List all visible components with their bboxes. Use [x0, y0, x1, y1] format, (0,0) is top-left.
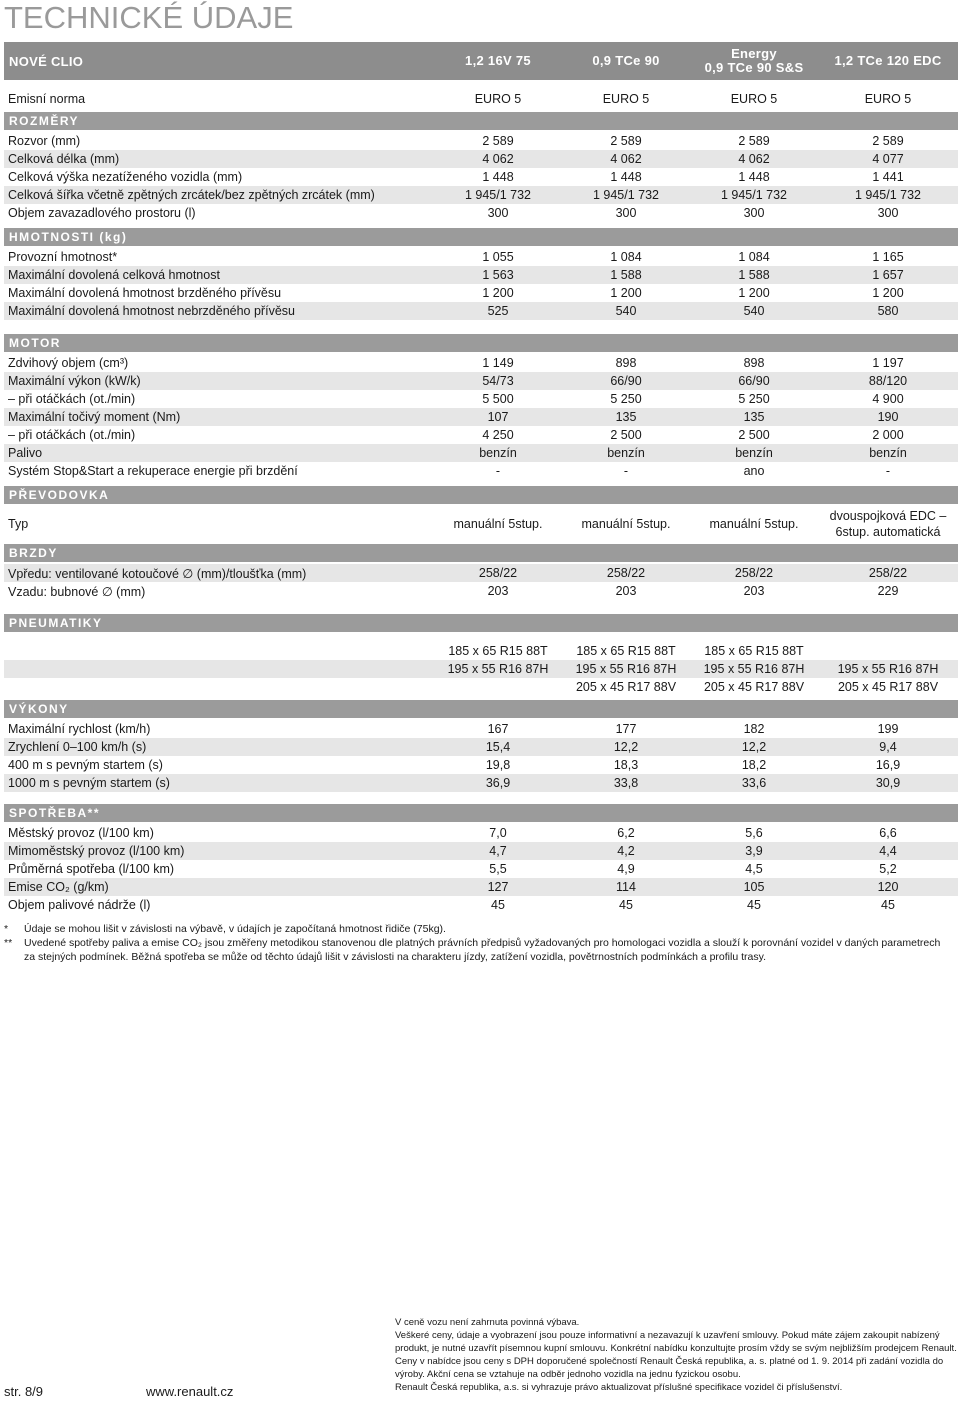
- cell: 18,3: [613, 758, 639, 772]
- table-row: [4, 774, 958, 792]
- cell: 195 x 55 R16 87H: [703, 662, 805, 676]
- cell: 2 589: [872, 134, 904, 148]
- footnotes: [4, 922, 954, 964]
- cell: 12,2: [613, 740, 639, 754]
- cell: 205 x 45 R17 88V: [575, 680, 677, 694]
- cell: 4 062: [482, 152, 514, 166]
- table-row: [4, 756, 958, 774]
- section-header-pneumatiky: PNEUMATIKY: [4, 614, 958, 632]
- table-row: [4, 90, 958, 108]
- cell: 16,9: [875, 758, 901, 772]
- column-header: 0,9 TCe 90: [592, 53, 660, 68]
- cell: 1 200: [482, 286, 514, 300]
- cell: 203: [487, 584, 509, 598]
- cell: 1 084: [610, 250, 642, 264]
- cell: 1 945/1 732: [854, 188, 922, 202]
- row-label: 1000 m s pevným startem (s): [8, 776, 170, 790]
- table-row: [4, 720, 958, 738]
- cell: 1 588: [610, 268, 642, 282]
- cell: 203: [743, 584, 765, 598]
- row-label: Maximální dovolená hmotnost brzděného přívěsu: [8, 286, 282, 300]
- row-label: Rozvor (mm): [8, 134, 81, 148]
- page-title: TECHNICKÉ ÚDAJE: [4, 0, 294, 35]
- column-header-line: Energy: [731, 46, 777, 61]
- cell: 205 x 45 R17 88V: [703, 680, 805, 694]
- row-label: Městský provoz (l/100 km): [8, 826, 154, 840]
- table-row: [4, 842, 958, 860]
- table-row: [4, 462, 958, 480]
- row-label: Vzadu: bubnové ∅ (mm): [8, 584, 146, 599]
- cell: 4,5: [745, 862, 763, 876]
- cell: benzín: [479, 446, 517, 460]
- table-row: [4, 878, 958, 896]
- cell: 54/73: [482, 374, 514, 388]
- cell: 258/22: [478, 566, 518, 580]
- table-row: [4, 284, 958, 302]
- table-row: [4, 266, 958, 284]
- table-row: [4, 564, 958, 582]
- table-row: [4, 444, 958, 462]
- cell: 2 589: [738, 134, 770, 148]
- cell: 19,8: [485, 758, 511, 772]
- table-row: [4, 678, 958, 696]
- cell: 4,2: [617, 844, 635, 858]
- spec-table: [4, 42, 958, 914]
- cell: 45: [491, 898, 505, 912]
- cell: 195 x 55 R16 87H: [447, 662, 549, 676]
- column-header: 1,2 TCe 120 EDC: [834, 53, 942, 68]
- table-row: [4, 150, 958, 168]
- cell: 1 588: [738, 268, 770, 282]
- cell: 300: [877, 206, 899, 220]
- cell: 229: [877, 584, 899, 598]
- row-label: Emisní norma: [8, 92, 86, 106]
- cell: 15,4: [485, 740, 511, 754]
- legal-line: V ceně vozu není zahrnuta povinná výbava.: [395, 1317, 580, 1328]
- cell: 88/120: [868, 374, 908, 388]
- footnote-text: Uvedené spotřeby paliva a emise CO₂ jsou změřeny metodikou stanovenou dle platných právních předpisů vyžadovaných pro homologaci vozidla a slouží k porovnání vozidel v daných parametrech za stejných podmínek. Běžná spotřeba se může od těchto údajů lišit v závislosti na charakteru jízdy, zatížení vozidla, povětrnostních podmínkách a profilu trasy.: [24, 937, 941, 963]
- cell: 4 077: [872, 152, 904, 166]
- cell: 2 500: [610, 428, 642, 442]
- cell: 2 589: [610, 134, 642, 148]
- table-row: [4, 132, 958, 150]
- sections-container: [4, 112, 958, 914]
- cell: 1 945/1 732: [464, 188, 532, 202]
- row-label: 400 m s pevným startem (s): [8, 758, 163, 772]
- cell: 199: [877, 722, 899, 736]
- table-header: [4, 42, 958, 80]
- table-row: [4, 582, 958, 600]
- cell: 300: [487, 206, 509, 220]
- cell: 2 589: [482, 134, 514, 148]
- row-label: Celková šířka včetně zpětných zrcátek/bez zpětných zrcátek (mm): [8, 188, 375, 202]
- cell: 135: [615, 410, 637, 424]
- cell: 1 945/1 732: [592, 188, 660, 202]
- cell: 1 084: [738, 250, 770, 264]
- cell: EURO 5: [602, 92, 650, 106]
- cell: 1 448: [482, 170, 514, 184]
- cell: 1 055: [482, 250, 514, 264]
- row-label: Typ: [8, 517, 29, 531]
- cell: 30,9: [875, 776, 901, 790]
- cell: 1 165: [872, 250, 904, 264]
- cell: 195 x 55 R16 87H: [837, 662, 939, 676]
- cell: manuální 5stup.: [581, 517, 671, 531]
- row-label: Maximální dovolená celková hmotnost: [8, 268, 220, 282]
- cell: dvouspojková EDC – 6stup. automatická: [829, 509, 947, 539]
- cell: -: [885, 464, 891, 478]
- cell: 33,6: [741, 776, 767, 790]
- row-label: Maximální výkon (kW/k): [8, 374, 141, 388]
- cell: 540: [615, 304, 637, 318]
- cell: 258/22: [868, 566, 908, 580]
- cell: 45: [747, 898, 761, 912]
- footnote: [4, 936, 954, 964]
- cell: 5,2: [879, 862, 897, 876]
- row-label: – při otáčkách (ot./min): [8, 428, 136, 442]
- table-row: [4, 896, 958, 914]
- row-label: Palivo: [8, 446, 43, 460]
- section-header-rozmery: ROZMĚRY: [4, 112, 958, 130]
- row-label: Zdvihový objem (cm³): [8, 356, 129, 370]
- table-row: [4, 248, 958, 266]
- cell: 1 149: [482, 356, 514, 370]
- cell: 33,8: [613, 776, 639, 790]
- cell: 4,4: [879, 844, 897, 858]
- cell: 1 563: [482, 268, 514, 282]
- cell: 18,2: [741, 758, 767, 772]
- cell: 66/90: [738, 374, 770, 388]
- cell: 5 500: [482, 392, 514, 406]
- footnote: [4, 922, 954, 936]
- cell: 1 945/1 732: [720, 188, 788, 202]
- cell: 182: [743, 722, 765, 736]
- cell: 580: [877, 304, 899, 318]
- table-row: [4, 426, 958, 444]
- footnote-mark: **: [4, 937, 13, 949]
- cell: 114: [616, 880, 636, 894]
- cell: 4,9: [617, 862, 635, 876]
- cell: 1 441: [872, 170, 904, 184]
- cell: 135: [743, 410, 765, 424]
- cell: 2 500: [738, 428, 770, 442]
- table-row: [4, 660, 958, 678]
- row-label: Mimoměstský provoz (l/100 km): [8, 844, 185, 858]
- cell: 12,2: [741, 740, 767, 754]
- cell: 66/90: [610, 374, 642, 388]
- legal-text: [395, 1316, 957, 1394]
- cell: 185 x 65 R15 88T: [576, 644, 676, 658]
- column-header: 1,2 16V 75: [465, 53, 531, 68]
- cell: benzín: [869, 446, 907, 460]
- cell: 107: [487, 410, 509, 424]
- cell: 3,9: [745, 844, 763, 858]
- section-header-hmotnosti: HMOTNOSTI (kg): [4, 228, 958, 246]
- cell: -: [495, 464, 501, 478]
- cell: 1 200: [872, 286, 904, 300]
- legal-line: Veškeré ceny, údaje a vyobrazení jsou pouze informativní a nezavazují k uzavření smlouvy. Pokud máte zájem zakoupit nabízený produkt, je nutné uzavřít písemnou kupní smlouvu. Konkrétní nabídku konzultujte prosím vždy se svým nejbližším prodejcem Renault.: [395, 1330, 957, 1354]
- cell: 2 000: [872, 428, 904, 442]
- column-header: [690, 47, 818, 75]
- section-header-vykony: VÝKONY: [4, 700, 958, 718]
- cell: 4 250: [482, 428, 514, 442]
- cell: 1 657: [872, 268, 904, 282]
- legal-line: Renault Česká republika, a.s. si vyhrazuje právo aktualizovat příslušné specifikace vozidel či příslušenství.: [395, 1382, 843, 1393]
- cell: 7,0: [489, 826, 507, 840]
- cell: EURO 5: [864, 92, 912, 106]
- section-header-spotreba: SPOTŘEBA**: [4, 804, 958, 822]
- row-label: Celková výška nezatíženého vozidla (mm): [8, 170, 243, 184]
- table-row: [4, 354, 958, 372]
- cell: manuální 5stup.: [709, 517, 799, 531]
- cell: manuální 5stup.: [453, 517, 543, 531]
- cell: 1 200: [610, 286, 642, 300]
- cell: 1 448: [610, 170, 642, 184]
- cell: 36,9: [485, 776, 511, 790]
- cell: 898: [615, 356, 637, 370]
- cell: 6,2: [617, 826, 635, 840]
- cell: 167: [487, 722, 509, 736]
- table-row: [4, 408, 958, 426]
- table-row: [4, 824, 958, 842]
- cell: EURO 5: [474, 92, 522, 106]
- cell: 898: [743, 356, 765, 370]
- row-label: Vpředu: ventilované kotoučové ∅ (mm)/tloušťka (mm): [8, 566, 307, 581]
- table-row: [4, 168, 958, 186]
- column-header-line: 0,9 TCe 90 S&S: [704, 60, 804, 75]
- table-row: [4, 302, 958, 320]
- cell: 185 x 65 R15 88T: [704, 644, 804, 658]
- row-label: Maximální točivý moment (Nm): [8, 410, 181, 424]
- cell: 45: [881, 898, 895, 912]
- table-row: [4, 738, 958, 756]
- cell: 5,6: [745, 826, 763, 840]
- cell: 195 x 55 R16 87H: [575, 662, 677, 676]
- row-label: Maximální dovolená hmotnost nebrzděného přívěsu: [8, 304, 295, 318]
- cell: 300: [743, 206, 765, 220]
- table-row: [4, 372, 958, 390]
- row-label: Zrychlení 0–100 km/h (s): [8, 740, 147, 754]
- row-label: Maximální rychlost (km/h): [8, 722, 151, 736]
- table-row: [4, 860, 958, 878]
- section-header-brzdy: BRZDY: [4, 544, 958, 562]
- table-row: [4, 186, 958, 204]
- row-label: Systém Stop&Start a rekuperace energie při brzdění: [8, 464, 298, 478]
- row-label: Objem zavazadlového prostoru (l): [8, 206, 196, 220]
- row-label: – při otáčkách (ot./min): [8, 392, 136, 406]
- cell: benzín: [607, 446, 645, 460]
- website-url: www.renault.cz: [146, 1384, 234, 1399]
- cell: 203: [615, 584, 637, 598]
- cell: 6,6: [879, 826, 897, 840]
- section-header-prevodovka: PŘEVODOVKA: [4, 486, 958, 504]
- cell: 190: [877, 410, 899, 424]
- table-row: [4, 506, 958, 542]
- table-row: [4, 204, 958, 222]
- row-label: Emise CO₂ (g/km): [8, 880, 109, 894]
- cell: 300: [615, 206, 637, 220]
- cell: 525: [487, 304, 509, 318]
- cell: 1 448: [738, 170, 770, 184]
- cell: ano: [743, 464, 765, 478]
- row-label: Průměrná spotřeba (l/100 km): [8, 862, 175, 876]
- cell: 4,7: [489, 844, 507, 858]
- cell: 1 200: [738, 286, 770, 300]
- cell: -: [623, 464, 629, 478]
- cell: 4 062: [610, 152, 642, 166]
- cell: 258/22: [606, 566, 646, 580]
- table-row: [4, 642, 958, 660]
- footnote-text: Údaje se mohou lišit v závislosti na výbavě, v údajích je započítaná hmotnost řidiče (75kg).: [24, 923, 446, 935]
- cell: 5 250: [738, 392, 770, 406]
- cell: EURO 5: [730, 92, 778, 106]
- cell: 205 x 45 R17 88V: [837, 680, 939, 694]
- cell: 185 x 65 R15 88T: [448, 644, 548, 658]
- cell: 4 062: [738, 152, 770, 166]
- cell: 5 250: [610, 392, 642, 406]
- cell: 127: [487, 880, 509, 894]
- cell: 258/22: [734, 566, 774, 580]
- cell: 105: [743, 880, 765, 894]
- footnote-mark: *: [4, 923, 9, 935]
- row-label: Objem palivové nádrže (l): [8, 898, 151, 912]
- cell: benzín: [735, 446, 773, 460]
- table-row: [4, 390, 958, 408]
- section-header-motor: MOTOR: [4, 334, 958, 352]
- cell: 1 197: [872, 356, 904, 370]
- page-number: str. 8/9: [4, 1384, 44, 1399]
- cell: 5,5: [489, 862, 507, 876]
- cell: 9,4: [879, 740, 897, 754]
- row-label: Provozní hmotnost*: [8, 250, 118, 264]
- cell: 177: [615, 722, 637, 736]
- model-name: NOVÉ CLIO: [9, 53, 84, 69]
- legal-line: Ceny v nabídce jsou ceny s DPH doporučené společností Renault Česká republika, a. s. platné od 1. 9. 2014 při zadání vozidla do výroby. Akční cena se vztahuje na odběr jednoho vozidla na jednu fyzickou osobu.: [395, 1356, 944, 1380]
- cell: 540: [743, 304, 765, 318]
- cell: 120: [877, 880, 899, 894]
- cell: 4 900: [872, 392, 904, 406]
- row-label: Celková délka (mm): [8, 152, 120, 166]
- cell: 45: [619, 898, 633, 912]
